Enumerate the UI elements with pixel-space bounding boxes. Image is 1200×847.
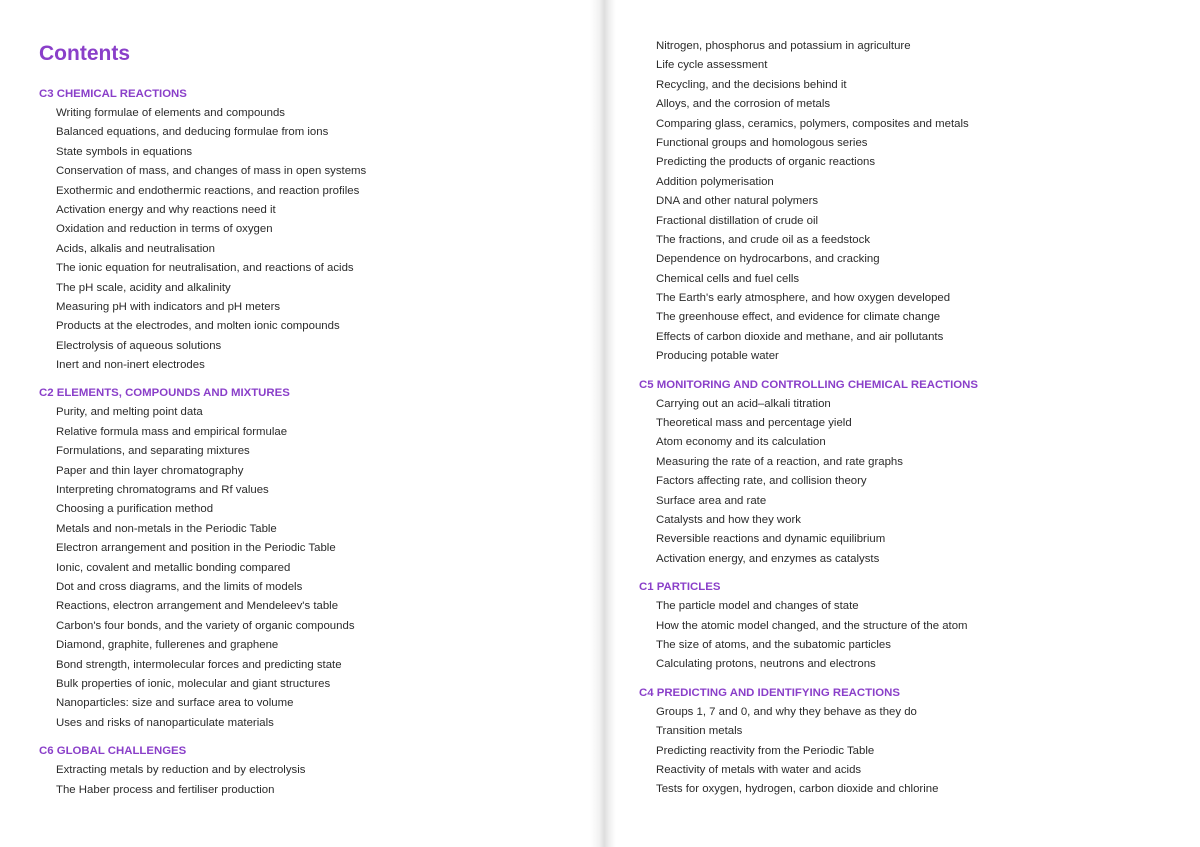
contents-list: [639, 597, 1179, 675]
section-heading-c6: C6 GLOBAL CHALLENGES: [39, 745, 187, 758]
left-contents-column: [39, 84, 579, 808]
contents-item[interactable]: Exothermic and endothermic reactions, and reaction profiles: [56, 184, 360, 197]
contents-item[interactable]: Ionic, covalent and metallic bonding compared: [56, 561, 291, 574]
contents-item[interactable]: Measuring pH with indicators and pH meters: [56, 300, 281, 313]
contents-item[interactable]: The Earth's early atmosphere, and how oxygen developed: [656, 292, 951, 305]
contents-item[interactable]: DNA and other natural polymers: [656, 195, 819, 208]
contents-item[interactable]: Carrying out an acid–alkali titration: [656, 397, 831, 410]
contents-item[interactable]: The particle model and changes of state: [656, 600, 859, 613]
contents-item[interactable]: Dot and cross diagrams, and the limits of models: [56, 580, 303, 593]
contents-item[interactable]: Reactivity of metals with water and acids: [656, 763, 862, 776]
contents-item[interactable]: Activation energy, and enzymes as catalysts: [656, 552, 880, 565]
contents-item[interactable]: Groups 1, 7 and 0, and why they behave as they do: [656, 705, 917, 718]
book-gutter-shadow: [590, 0, 616, 847]
contents-item[interactable]: Electrolysis of aqueous solutions: [56, 339, 222, 352]
contents-item[interactable]: Inert and non-inert electrodes: [56, 359, 205, 372]
contents-item[interactable]: Writing formulae of elements and compounds: [56, 107, 285, 119]
contents-item[interactable]: State symbols in equations: [56, 145, 193, 158]
contents-item[interactable]: Producing potable water: [656, 350, 779, 363]
contents-item[interactable]: Reversible reactions and dynamic equilibrium: [656, 533, 886, 546]
contents-list: [639, 395, 1179, 570]
contents-list: [639, 703, 1179, 800]
contents-item[interactable]: Extracting metals by reduction and by electrolysis: [56, 764, 306, 777]
contents-item[interactable]: Metals and non-metals in the Periodic Table: [56, 522, 277, 535]
contents-item[interactable]: The fractions, and crude oil as a feedstock: [656, 233, 871, 246]
contents-item[interactable]: Effects of carbon dioxide and methane, and air pollutants: [656, 330, 944, 343]
contents-item[interactable]: Balanced equations, and deducing formulae from ions: [56, 126, 329, 139]
contents-item[interactable]: Relative formula mass and empirical formulae: [56, 425, 288, 438]
contents-item[interactable]: Paper and thin layer chromatography: [56, 464, 244, 477]
contents-item[interactable]: The greenhouse effect, and evidence for climate change: [656, 311, 941, 324]
contents-list: [39, 403, 579, 733]
contents-section: [39, 741, 579, 800]
contents-item[interactable]: Functional groups and homologous series: [656, 136, 868, 149]
contents-item[interactable]: Interpreting chromatograms and Rf values: [56, 484, 269, 497]
contents-section: [639, 683, 1179, 800]
contents-title: Contents: [39, 42, 130, 65]
contents-list: [39, 104, 579, 375]
contents-item[interactable]: The Haber process and fertiliser production: [56, 783, 275, 796]
contents-item[interactable]: Calculating protons, neutrons and electrons: [656, 658, 876, 671]
right-contents-column: [639, 37, 1179, 808]
contents-item[interactable]: Nitrogen, phosphorus and potassium in agriculture: [656, 40, 911, 52]
contents-section: [639, 577, 1179, 675]
contents-item[interactable]: The size of atoms, and the subatomic particles: [656, 638, 891, 651]
contents-item[interactable]: Oxidation and reduction in terms of oxygen: [56, 223, 273, 236]
contents-item[interactable]: Chemical cells and fuel cells: [656, 272, 800, 285]
contents-item[interactable]: Predicting reactivity from the Periodic Table: [656, 744, 875, 757]
contents-item[interactable]: Diamond, graphite, fullerenes and graphene: [56, 639, 279, 652]
section-heading-c3: C3 CHEMICAL REACTIONS: [39, 88, 187, 100]
contents-item[interactable]: Products at the electrodes, and molten ionic compounds: [56, 320, 340, 333]
contents-item[interactable]: Bulk properties of ionic, molecular and giant structures: [56, 677, 331, 690]
contents-item[interactable]: Bond strength, intermolecular forces and predicting state: [56, 658, 342, 671]
contents-item[interactable]: Alloys, and the corrosion of metals: [656, 98, 831, 111]
contents-item[interactable]: Acids, alkalis and neutralisation: [56, 242, 215, 255]
contents-item[interactable]: Recycling, and the decisions behind it: [656, 78, 847, 91]
contents-item[interactable]: Predicting the products of organic reactions: [656, 156, 876, 169]
contents-item[interactable]: Fractional distillation of crude oil: [656, 214, 819, 227]
contents-item[interactable]: Choosing a purification method: [56, 503, 214, 516]
contents-item[interactable]: Factors affecting rate, and collision theory: [656, 475, 867, 488]
contents-item[interactable]: Formulations, and separating mixtures: [56, 445, 250, 458]
contents-item[interactable]: Dependence on hydrocarbons, and cracking: [656, 253, 880, 266]
contents-item[interactable]: The pH scale, acidity and alkalinity: [56, 281, 231, 294]
contents-item[interactable]: Tests for oxygen, hydrogen, carbon dioxide and chlorine: [656, 783, 939, 796]
contents-item[interactable]: Comparing glass, ceramics, polymers, composites and metals: [656, 117, 969, 130]
section-heading-c5: C5 MONITORING AND CONTROLLING CHEMICAL REACTIONS: [639, 378, 978, 391]
contents-item[interactable]: Nanoparticles: size and surface area to volume: [56, 697, 294, 710]
contents-list: [39, 761, 579, 800]
contents-item[interactable]: Carbon's four bonds, and the variety of organic compounds: [56, 619, 355, 632]
contents-section: [39, 383, 579, 733]
contents-item[interactable]: Conservation of mass, and changes of mass in open systems: [56, 165, 367, 178]
contents-item[interactable]: Surface area and rate: [656, 494, 767, 507]
contents-item[interactable]: Measuring the rate of a reaction, and rate graphs: [656, 455, 903, 468]
contents-item[interactable]: The ionic equation for neutralisation, and reactions of acids: [56, 262, 354, 275]
contents-item[interactable]: Theoretical mass and percentage yield: [656, 417, 852, 430]
contents-item[interactable]: Transition metals: [656, 725, 743, 738]
contents-item[interactable]: Atom economy and its calculation: [656, 436, 826, 449]
contents-item[interactable]: Life cycle assessment: [656, 59, 768, 72]
section-heading-c4: C4 PREDICTING AND IDENTIFYING REACTIONS: [639, 686, 900, 699]
contents-item[interactable]: Reactions, electron arrangement and Mendeleev's table: [56, 600, 339, 613]
contents-item[interactable]: Purity, and melting point data: [56, 406, 203, 419]
contents-item[interactable]: Electron arrangement and position in the Periodic Table: [56, 542, 336, 555]
section-heading-c2: C2 ELEMENTS, COMPOUNDS AND MIXTURES: [39, 387, 290, 400]
section-heading-c1: C1 PARTICLES: [639, 581, 721, 594]
contents-item[interactable]: Activation energy and why reactions need it: [56, 203, 276, 216]
contents-item[interactable]: How the atomic model changed, and the structure of the atom: [656, 619, 968, 632]
contents-section: [639, 375, 1179, 570]
contents-item[interactable]: Catalysts and how they work: [656, 513, 801, 526]
contents-item[interactable]: Addition polymerisation: [656, 175, 774, 188]
contents-section: [39, 84, 579, 375]
contents-item[interactable]: Uses and risks of nanoparticulate materials: [56, 716, 274, 729]
contents-list: [639, 37, 1179, 367]
